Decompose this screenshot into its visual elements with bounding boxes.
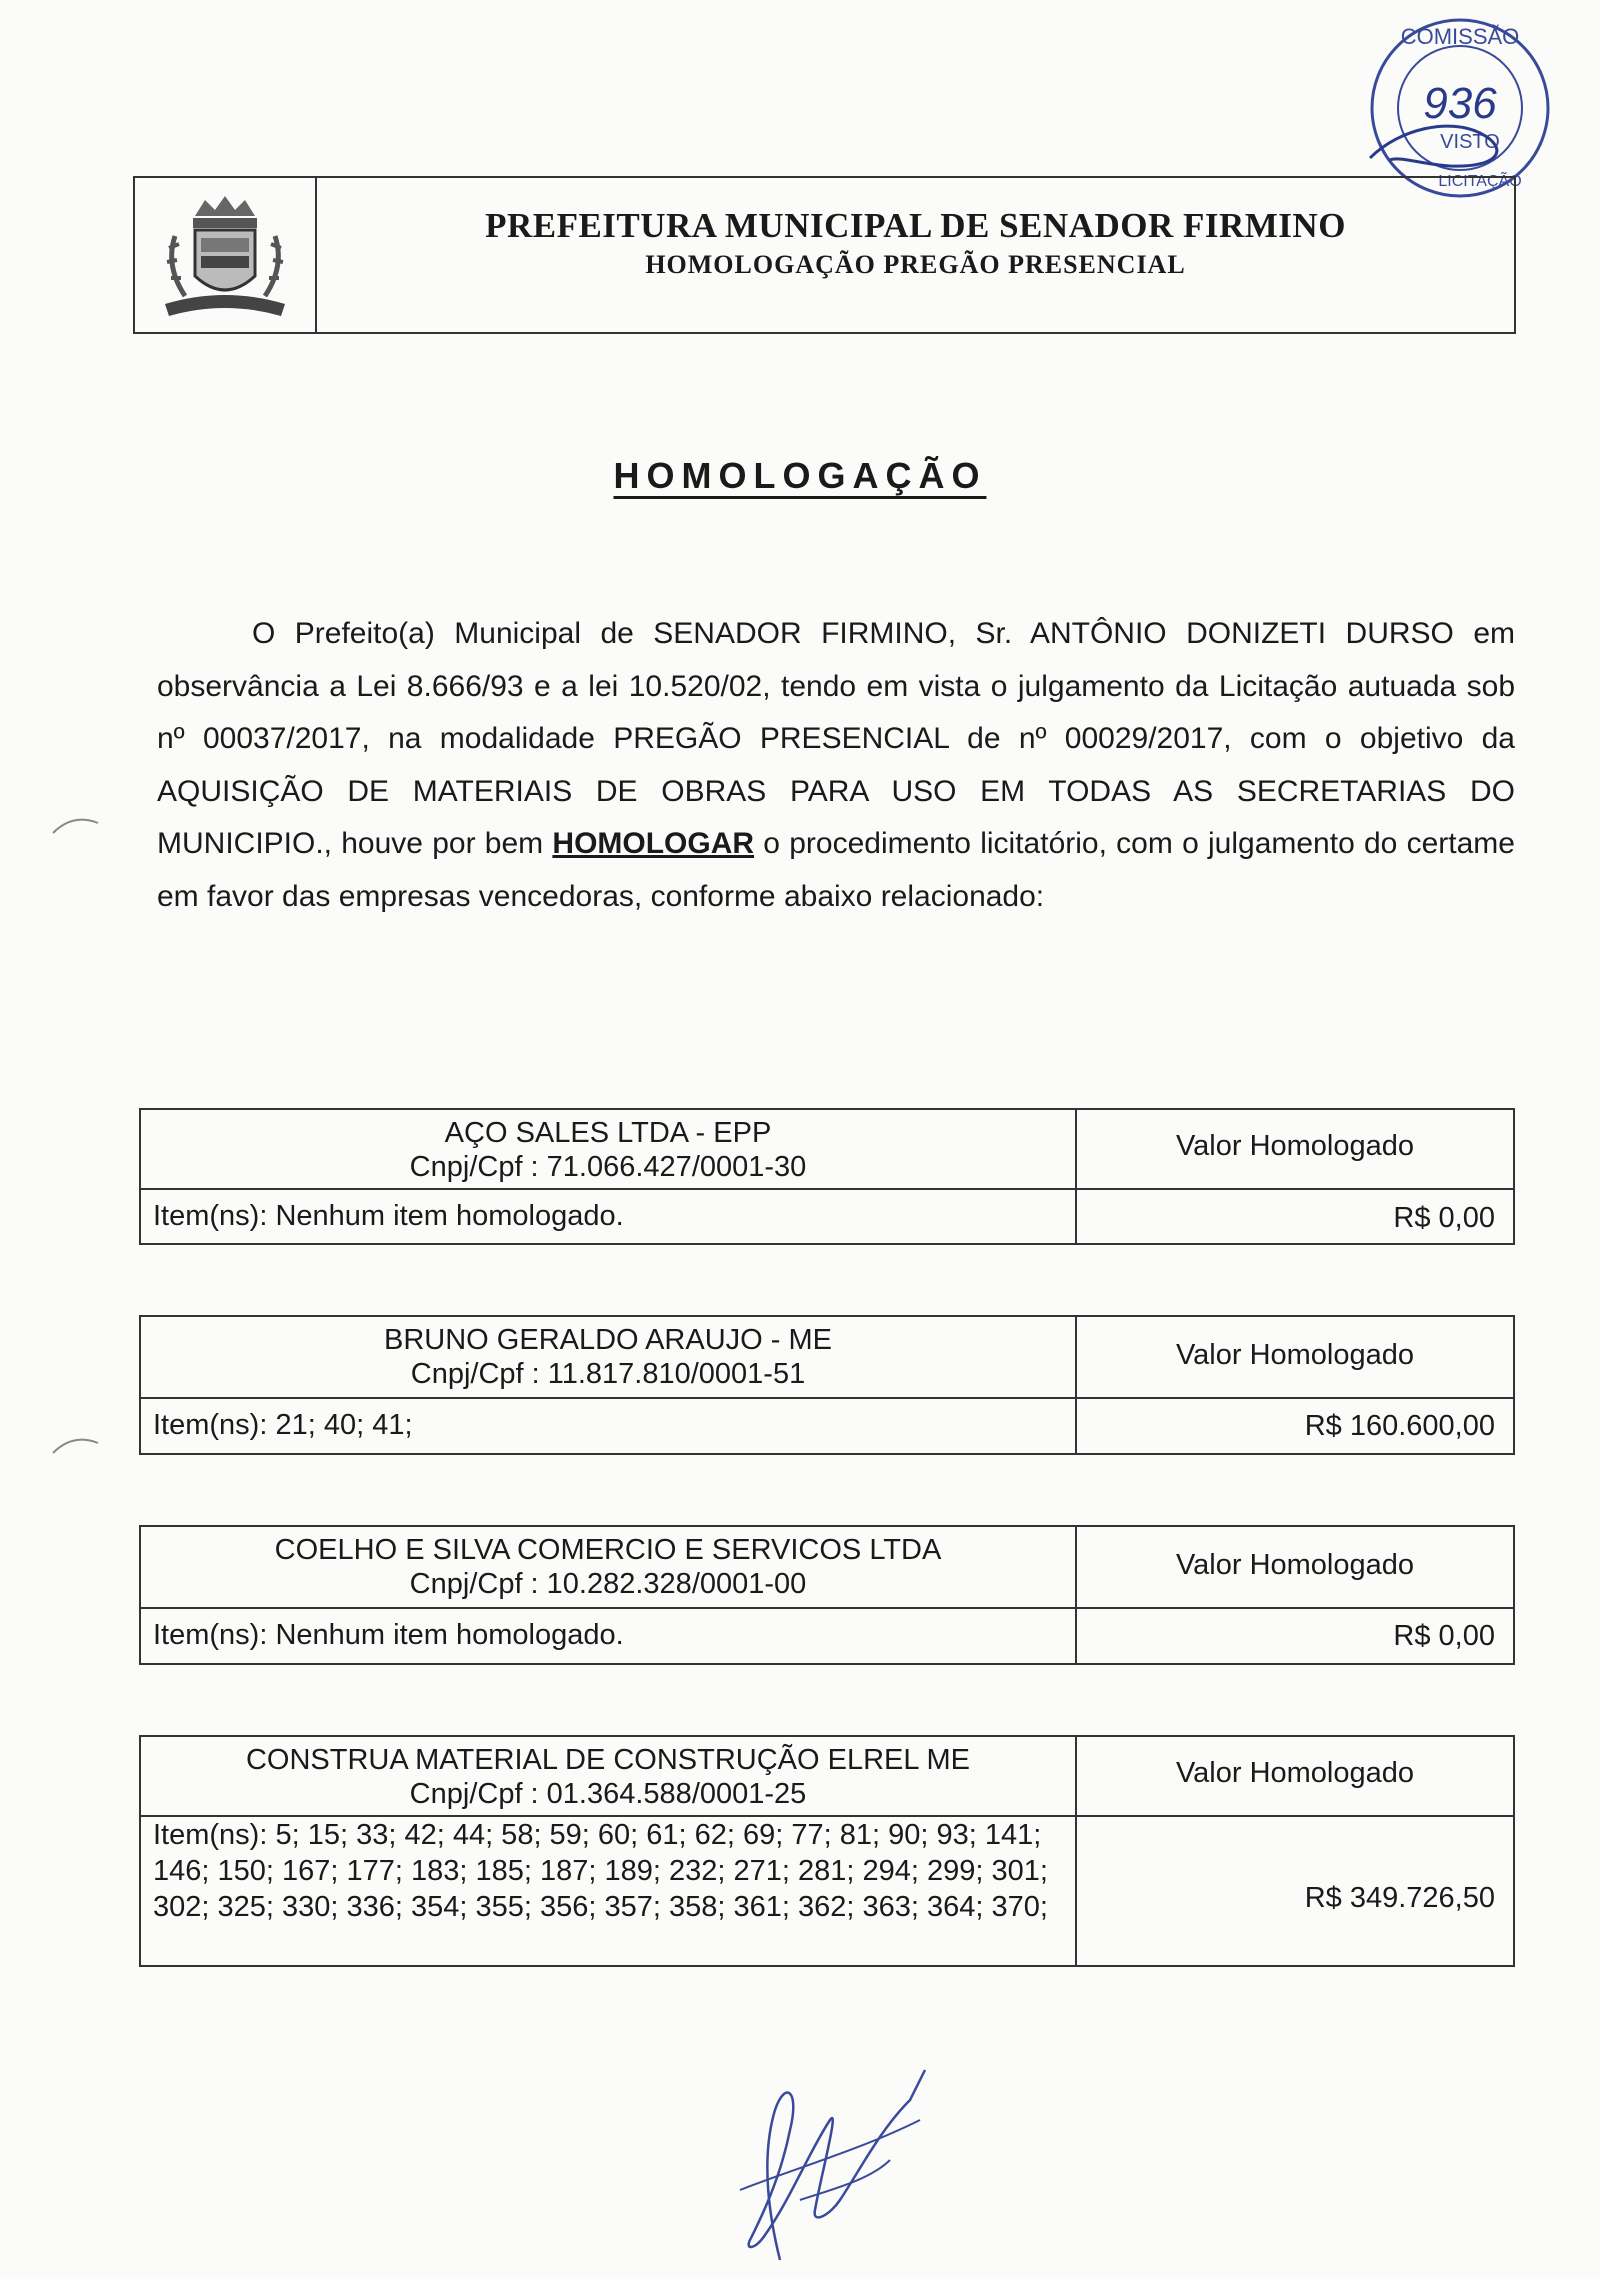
- header-title: PREFEITURA MUNICIPAL DE SENADOR FIRMINO: [485, 206, 1346, 245]
- vendor-value: R$ 349.726,50: [1304, 1882, 1495, 1914]
- stamp-middle-text: VISTO: [1440, 131, 1500, 153]
- vendor-info-cell: [141, 1527, 1077, 1663]
- margin-mark: [48, 808, 108, 838]
- value-label-cell: [1077, 1527, 1513, 1609]
- vendor-table: [139, 1525, 1515, 1665]
- document-header: [133, 176, 1516, 334]
- vendor-cnpj: Cnpj/Cpf : 10.282.328/0001-00: [409, 1568, 807, 1600]
- value-label-cell: [1077, 1737, 1513, 1817]
- vendor-cnpj: Cnpj/Cpf : 01.364.588/0001-25: [409, 1778, 807, 1810]
- vendor-table: [139, 1108, 1515, 1245]
- vendor-cnpj: Cnpj/Cpf : 11.817.810/0001-51: [410, 1358, 806, 1390]
- vendor-value: R$ 0,00: [1393, 1620, 1495, 1652]
- vendor-value: R$ 0,00: [1393, 1202, 1495, 1234]
- vendor-name: COELHO E SILVA COMERCIO E SERVICOS LTDA: [274, 1534, 942, 1566]
- vendor-info-cell: [141, 1317, 1077, 1453]
- vendor-name: CONSTRUA MATERIAL DE CONSTRUÇÃO ELREL ME: [245, 1744, 971, 1776]
- vendor-name-block: [141, 1737, 1075, 1817]
- value-label: Valor Homologado: [1175, 1339, 1415, 1371]
- vendor-name-block: [141, 1110, 1075, 1190]
- vendor-items: Item(ns): 21; 40; 41;: [153, 1409, 413, 1441]
- stamp-number: 936: [1423, 79, 1497, 128]
- paragraph-text-after: o procedimento licitatório, com o julgamento do certame em favor das empresas vencedoras, conforme abaixo relacionado:: [157, 827, 1515, 913]
- stamp-top-text: COMISSÃO: [1400, 24, 1520, 49]
- homologation-paragraph: [157, 608, 1515, 924]
- value-label-cell: [1077, 1110, 1513, 1190]
- vendor-name: AÇO SALES LTDA - EPP: [444, 1117, 772, 1149]
- vendor-name-block: [141, 1527, 1075, 1609]
- vendor-items: Item(ns): 5; 15; 33; 42; 44; 58; 59; 60; 61; 62; 69; 77; 81; 90; 93; 141; 146; 150; 167; 177; 183; 185; 187; 189; 232; 271; 281; 294; 299; 301; 302; 325; 330; 336; 354; 355; 356; 357; 358; 361; 362; 363; 364; 370;: [153, 1819, 1048, 1923]
- value-label: Valor Homologado: [1175, 1757, 1415, 1789]
- vendor-info-cell: [141, 1737, 1077, 1965]
- vendor-name: BRUNO GERALDO ARAUJO - ME: [384, 1324, 832, 1356]
- vendor-name-block: [141, 1317, 1075, 1399]
- signature-icon: [720, 2050, 940, 2270]
- vendor-cnpj: Cnpj/Cpf : 71.066.427/0001-30: [409, 1151, 807, 1183]
- municipal-crest-icon: [145, 186, 305, 324]
- value-label-cell: [1077, 1317, 1513, 1399]
- paragraph-highlight: HOMOLOGAR: [552, 827, 755, 861]
- stamp-bottom-text: LICITAÇÃO: [1438, 173, 1522, 190]
- vendor-items: Item(ns): Nenhum item homologado.: [153, 1619, 624, 1651]
- paragraph-text-before: O Prefeito(a) Municipal de SENADOR FIRMINO, Sr. ANTÔNIO DONIZETI DURSO em observância a Lei 8.666/93 e a lei 10.520/02, tendo em vista o julgamento da Licitação autuada sob nº 00037/2017, na modalidade PREGÃO PRESENCIAL de nº 00029/2017, com o objetivo da AQUISIÇÃO DE MATERIAIS DE OBRAS PARA USO EM TODAS AS SECRETARIAS DO MUNICIPIO., houve por bem: [157, 617, 1515, 861]
- vendor-info-cell: [141, 1110, 1077, 1243]
- document-title: [0, 455, 1600, 497]
- document-title-text: HOMOLOGAÇÃO: [613, 455, 987, 496]
- value-label: Valor Homologado: [1175, 1549, 1415, 1581]
- vendor-table: [139, 1315, 1515, 1455]
- crest-cell: [135, 178, 317, 332]
- vendor-items: Item(ns): Nenhum item homologado.: [153, 1200, 624, 1232]
- vendor-value: R$ 160.600,00: [1304, 1410, 1495, 1442]
- header-subtitle: HOMOLOGAÇÃO PREGÃO PRESENCIAL: [645, 250, 1186, 279]
- vendor-table: [139, 1735, 1515, 1967]
- margin-mark: [48, 1428, 108, 1458]
- value-label: Valor Homologado: [1175, 1130, 1415, 1162]
